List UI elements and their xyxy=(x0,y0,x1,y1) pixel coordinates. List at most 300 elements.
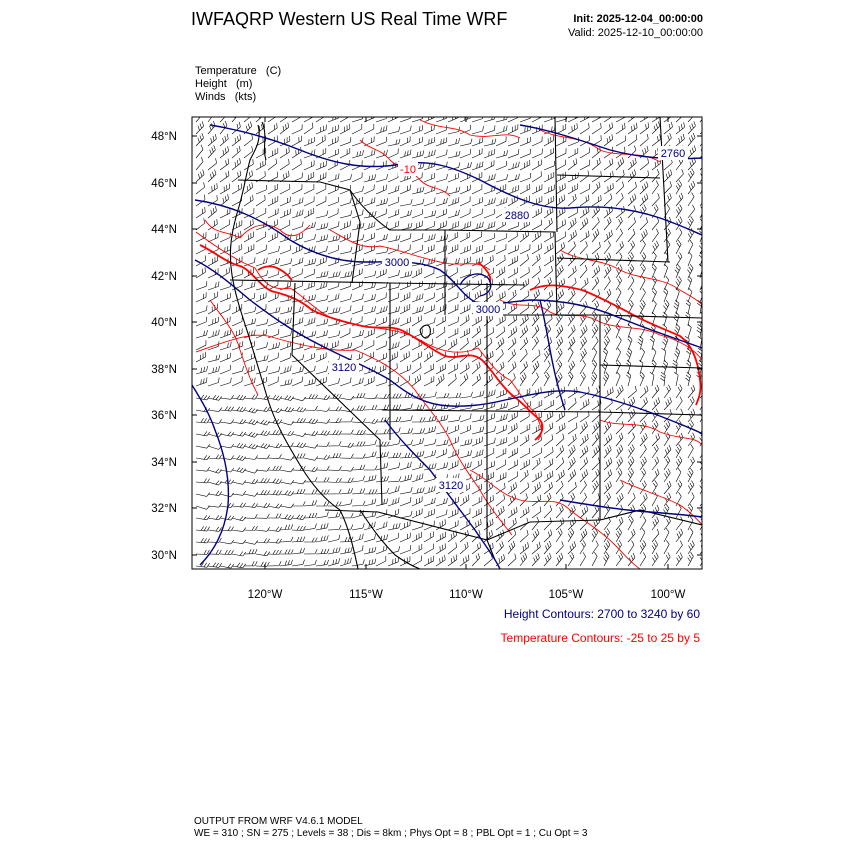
wind-barb xyxy=(556,445,564,458)
wind-barb xyxy=(316,477,329,482)
wind-barb xyxy=(448,138,460,146)
wind-barb xyxy=(340,343,352,351)
wind-barb xyxy=(532,231,541,242)
wind-barb xyxy=(460,304,470,314)
wind-barb xyxy=(292,489,305,494)
wind-barb xyxy=(304,281,315,290)
wind-barb xyxy=(508,494,516,506)
wind-barb xyxy=(676,193,683,206)
wind-barb xyxy=(340,547,352,554)
wind-barb xyxy=(568,337,575,350)
wind-barb xyxy=(268,514,281,519)
wind-barb xyxy=(304,234,316,242)
wind-barb xyxy=(376,114,387,122)
wind-barb xyxy=(412,487,424,494)
wind-barb xyxy=(268,353,278,362)
wind-barb xyxy=(604,241,611,254)
wind-barb xyxy=(388,149,398,159)
wind-barb xyxy=(628,194,636,206)
wind-barb xyxy=(328,209,338,219)
wind-barb xyxy=(316,223,328,230)
wind-barb xyxy=(268,307,280,314)
wind-barb xyxy=(220,493,234,497)
wind-barb xyxy=(292,501,305,506)
wind-barb xyxy=(292,515,306,520)
wind-barb xyxy=(292,136,302,146)
wind-barb xyxy=(304,490,317,495)
wind-barb xyxy=(508,541,515,554)
wind-barb xyxy=(687,360,691,374)
wind-barb xyxy=(400,351,409,362)
lon-label: 105°W xyxy=(548,589,584,601)
wind-barb xyxy=(364,294,376,302)
wind-barb xyxy=(244,492,258,496)
wind-barb xyxy=(328,235,340,242)
wind-barb xyxy=(568,208,578,218)
wind-barb xyxy=(628,241,635,254)
wind-barb xyxy=(520,507,529,518)
wind-barb xyxy=(544,493,551,506)
wind-barb xyxy=(652,300,656,314)
wind-barb xyxy=(652,264,656,278)
wind-barb xyxy=(580,540,586,554)
wind-barb xyxy=(508,554,516,566)
wind-barb xyxy=(568,230,577,242)
wind-barb xyxy=(316,135,325,146)
wind-barb xyxy=(304,294,316,302)
lat-label: 34°N xyxy=(151,457,177,469)
wind-barb xyxy=(220,395,234,399)
wind-barb xyxy=(520,459,530,470)
wind-barb xyxy=(532,542,540,554)
wind-barb xyxy=(652,193,659,206)
wind-barb xyxy=(604,134,613,146)
wind-barb xyxy=(220,564,234,569)
wind-barb xyxy=(328,125,339,134)
wind-barb xyxy=(352,378,363,386)
wind-barb xyxy=(340,271,352,278)
wind-barb xyxy=(256,270,268,278)
height-contour xyxy=(460,274,491,296)
wind-barb xyxy=(352,173,362,183)
wind-barb xyxy=(520,482,529,494)
wind-barb xyxy=(400,304,410,314)
wind-barb xyxy=(256,195,265,206)
wind-barb xyxy=(424,268,434,278)
wind-barb xyxy=(663,288,668,302)
wind-barb xyxy=(460,257,470,266)
wind-barb xyxy=(640,170,649,182)
wind-barb xyxy=(556,553,563,566)
wind-barb xyxy=(580,184,590,194)
wind-barb xyxy=(640,468,646,482)
wind-barb xyxy=(676,433,683,446)
wind-barb xyxy=(280,407,294,412)
wind-barb xyxy=(268,443,282,448)
wind-barb xyxy=(364,534,376,542)
wind-barb xyxy=(256,455,270,459)
wind-barb xyxy=(484,139,496,146)
wind-barb xyxy=(208,446,222,450)
wind-barb xyxy=(268,123,277,134)
wind-barb xyxy=(460,196,470,206)
wind-barb xyxy=(388,453,401,458)
wind-barb xyxy=(412,245,423,254)
wind-barb xyxy=(400,136,410,146)
wind-barb xyxy=(532,507,541,518)
wind-barb xyxy=(556,411,565,423)
wind-barb xyxy=(472,268,482,278)
wind-barb xyxy=(340,558,351,566)
wind-barb xyxy=(412,199,424,206)
wind-barb xyxy=(232,455,246,460)
wind-barb xyxy=(496,402,508,410)
wind-barb xyxy=(424,498,435,506)
wind-barb xyxy=(568,148,578,158)
wind-barb xyxy=(472,209,482,218)
wind-barb xyxy=(484,530,493,542)
wind-barb xyxy=(544,388,554,398)
wind-barb xyxy=(400,365,410,374)
wind-barb xyxy=(364,547,376,554)
wind-barb xyxy=(316,523,328,530)
wind-barb xyxy=(580,231,589,242)
wind-barb xyxy=(626,348,632,362)
wind-barb xyxy=(604,387,613,398)
wind-barb xyxy=(556,183,565,194)
wind-barb xyxy=(280,122,289,134)
wind-barb xyxy=(580,421,588,434)
wind-barb xyxy=(484,314,493,326)
wind-barb xyxy=(628,123,637,134)
wind-barb xyxy=(280,341,291,350)
wind-barb xyxy=(616,517,623,530)
wind-barb xyxy=(568,552,574,566)
wind-barb xyxy=(448,304,458,314)
wind-barb xyxy=(460,149,471,158)
wind-barb xyxy=(556,360,562,374)
wind-barb xyxy=(496,326,505,338)
wind-barb xyxy=(532,184,542,194)
wind-barb xyxy=(580,207,589,218)
wind-barb xyxy=(244,232,254,242)
wind-barb xyxy=(304,353,315,362)
wind-barb xyxy=(268,208,278,218)
wind-barb xyxy=(196,330,208,338)
wind-barb xyxy=(616,553,623,566)
wind-barb xyxy=(280,147,289,158)
wind-barb xyxy=(484,472,494,482)
wind-barb xyxy=(616,217,623,230)
wind-barb xyxy=(280,159,289,170)
lat-label: 30°N xyxy=(151,550,177,562)
wind-barb xyxy=(568,372,573,386)
wind-barb xyxy=(700,541,707,554)
wind-barb xyxy=(616,336,621,350)
wind-barb xyxy=(232,244,242,254)
wind-barb xyxy=(400,453,413,458)
wind-barb xyxy=(376,137,387,146)
wind-barb xyxy=(400,428,413,434)
wind-barb xyxy=(316,366,328,374)
wind-barb xyxy=(592,360,597,374)
wind-barb xyxy=(652,276,657,290)
wind-barb xyxy=(544,277,552,290)
wind-barb xyxy=(556,253,564,266)
wind-barb xyxy=(304,208,314,218)
temperature-legend: Temperature Contours: -25 to 25 by 5 xyxy=(500,631,700,645)
lat-label: 44°N xyxy=(151,224,177,236)
wind-barb xyxy=(376,488,389,494)
wind-barb xyxy=(280,330,292,338)
height-contour xyxy=(192,385,228,565)
wind-barb xyxy=(568,482,576,494)
wind-barb xyxy=(232,366,244,374)
wind-barb xyxy=(628,264,634,278)
wind-barb xyxy=(520,113,531,122)
wind-barb xyxy=(232,467,246,472)
wind-barb xyxy=(208,158,217,170)
wind-barb xyxy=(436,374,444,386)
wind-barb xyxy=(532,448,542,458)
wind-barb xyxy=(244,244,254,254)
wind-barb xyxy=(328,282,339,290)
wind-barb xyxy=(532,471,541,482)
wind-barb xyxy=(268,317,279,326)
wind-barb xyxy=(700,456,706,470)
wind-barb xyxy=(244,549,257,554)
lon-label: 115°W xyxy=(349,589,383,601)
wind-barb xyxy=(400,281,411,290)
temperature-contour xyxy=(500,300,702,360)
height-label: 3120 xyxy=(331,362,357,374)
wind-barb xyxy=(292,443,306,448)
wind-barb xyxy=(640,240,646,254)
wind-barb xyxy=(364,376,374,386)
wind-barb xyxy=(628,457,634,471)
wind-barb xyxy=(364,160,374,170)
wind-barb xyxy=(376,293,386,303)
wind-barb xyxy=(328,149,339,158)
wind-barb xyxy=(232,158,241,170)
wind-barb xyxy=(568,398,576,410)
wind-barb xyxy=(292,397,306,401)
wind-barb xyxy=(592,217,599,230)
wind-barb xyxy=(376,452,389,458)
wind-barb xyxy=(412,281,423,290)
wind-barb xyxy=(256,551,270,556)
wind-barb xyxy=(520,137,531,146)
wind-barb xyxy=(688,205,695,218)
wind-barb xyxy=(496,338,504,350)
wind-barb xyxy=(532,373,539,386)
wind-barb xyxy=(472,126,484,134)
wind-barb xyxy=(628,480,633,494)
wind-barb xyxy=(268,490,282,495)
wind-barb xyxy=(280,537,293,542)
wind-barb xyxy=(674,300,679,314)
wind-barb xyxy=(508,149,519,158)
wind-barb xyxy=(460,530,469,542)
wind-barb xyxy=(256,208,266,218)
wind-barb xyxy=(424,150,435,158)
wind-barb xyxy=(640,217,648,230)
wind-barb xyxy=(292,560,305,566)
wind-barb xyxy=(448,393,461,398)
wind-barb xyxy=(376,198,388,206)
wind-barb xyxy=(400,511,412,518)
wind-barb xyxy=(364,451,376,458)
wind-barb xyxy=(580,481,587,494)
wind-barb xyxy=(568,493,575,506)
wind-barb xyxy=(400,126,411,134)
wind-barb xyxy=(580,372,586,386)
wind-barb xyxy=(604,540,610,554)
wind-barb xyxy=(508,362,516,374)
wind-barb xyxy=(496,541,504,554)
wind-barb xyxy=(640,182,648,194)
wind-barb xyxy=(602,360,607,374)
wind-barb xyxy=(592,325,598,339)
wind-barb xyxy=(436,137,447,146)
wind-barb xyxy=(592,182,600,194)
wind-barb xyxy=(208,527,222,532)
wind-barb xyxy=(280,456,294,460)
wind-barb xyxy=(196,121,204,134)
wind-barb xyxy=(568,184,578,194)
wind-barb xyxy=(256,258,267,266)
wind-barb xyxy=(484,221,495,230)
wind-barb xyxy=(364,197,375,206)
wind-barb xyxy=(196,109,203,122)
wind-barb xyxy=(616,136,626,146)
wind-barb xyxy=(352,454,365,458)
wind-barb xyxy=(220,516,234,521)
wind-barb xyxy=(592,552,597,566)
wind-barb xyxy=(700,145,707,158)
wind-barb xyxy=(664,133,671,146)
wind-barb xyxy=(412,374,421,386)
wind-barb xyxy=(544,423,553,434)
wind-barb xyxy=(580,517,588,530)
wind-barb xyxy=(388,439,400,446)
wind-barb xyxy=(436,198,447,206)
wind-barb xyxy=(520,530,528,542)
wind-barb xyxy=(686,348,691,362)
wind-barb xyxy=(688,146,696,159)
wind-barb xyxy=(603,372,609,386)
wind-barb xyxy=(304,184,314,194)
wind-barb xyxy=(376,328,386,338)
wind-barb xyxy=(628,336,632,350)
wind-barb xyxy=(256,232,266,242)
wind-barb xyxy=(484,245,495,254)
wind-barb xyxy=(328,136,338,146)
wind-barb xyxy=(328,547,340,554)
wind-barb xyxy=(244,134,253,146)
wind-barb xyxy=(364,475,376,482)
wind-barb xyxy=(532,171,541,182)
wind-barb xyxy=(556,529,562,542)
wind-barb xyxy=(424,531,434,542)
wind-barb xyxy=(688,121,696,134)
wind-barb xyxy=(208,134,216,146)
wind-barb xyxy=(424,364,434,374)
wind-barb xyxy=(688,109,696,122)
wind-barb xyxy=(604,434,612,446)
wind-barb xyxy=(304,123,313,134)
wind-barb xyxy=(628,529,635,542)
wind-barb xyxy=(196,207,205,218)
wind-barb xyxy=(208,292,218,303)
wind-barb xyxy=(436,150,447,158)
wind-barb xyxy=(388,235,400,242)
wind-barb xyxy=(484,448,494,458)
wind-barb xyxy=(304,137,315,146)
wind-barb xyxy=(628,135,637,146)
wind-barb xyxy=(292,159,301,170)
wind-barb xyxy=(340,294,352,302)
wind-barb xyxy=(400,487,412,494)
wind-barb xyxy=(304,406,318,410)
wind-barb xyxy=(220,194,229,206)
wind-barb xyxy=(208,317,219,326)
wind-barb xyxy=(508,349,516,362)
wind-barb xyxy=(603,552,609,566)
wind-barb xyxy=(208,366,220,374)
wind-barb xyxy=(316,419,330,423)
wind-barb xyxy=(352,501,365,506)
wind-barb xyxy=(448,317,458,326)
wind-barb xyxy=(268,504,282,509)
wind-barb xyxy=(556,481,563,494)
wind-barb xyxy=(280,245,291,254)
wind-barb xyxy=(460,209,470,219)
wind-barb xyxy=(472,245,483,254)
wind-barb xyxy=(280,395,294,400)
wind-barb xyxy=(388,126,400,134)
wind-barb xyxy=(412,438,424,446)
wind-barb xyxy=(496,114,508,122)
wind-barb xyxy=(532,529,539,542)
wind-barb xyxy=(316,512,328,518)
wind-barb xyxy=(232,134,241,146)
wind-barb xyxy=(220,378,231,386)
wind-barb xyxy=(472,232,482,242)
wind-barb xyxy=(340,488,353,494)
wind-barb xyxy=(436,316,446,326)
wind-barb xyxy=(639,360,643,374)
wind-barb xyxy=(436,462,448,470)
wind-barb xyxy=(460,450,472,458)
height-label: 3120 xyxy=(438,480,464,492)
wind-barb xyxy=(556,434,564,446)
wind-barb xyxy=(280,111,289,122)
wind-barb xyxy=(244,408,258,413)
model-info-line: OUTPUT FROM WRF V4.6.1 MODEL xyxy=(194,816,363,827)
wind-barb xyxy=(472,508,482,518)
wind-barb xyxy=(508,221,519,230)
wind-barb xyxy=(244,293,255,302)
wind-barb xyxy=(220,540,234,544)
wind-barb xyxy=(256,407,270,412)
wind-barb xyxy=(496,425,507,434)
wind-barb xyxy=(400,185,410,194)
wind-barb xyxy=(220,304,230,314)
wind-barb xyxy=(220,109,228,122)
wind-barb xyxy=(352,430,366,435)
wind-barb xyxy=(652,181,659,194)
